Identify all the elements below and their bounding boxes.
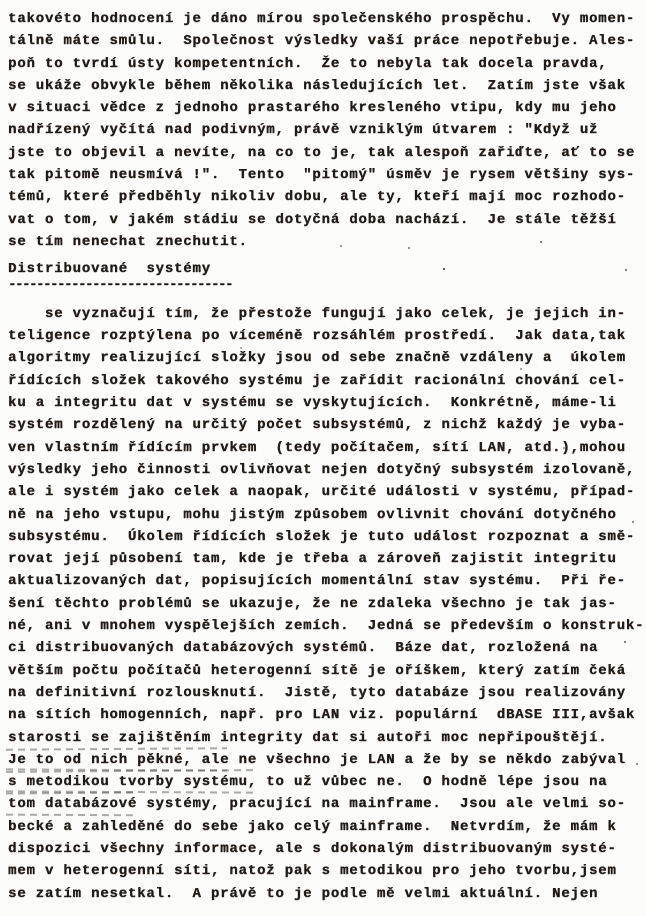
- section-heading-underline: --------------------------------: [8, 276, 233, 293]
- text-line: aktualizovaných dat, popisujících momentální stav systému. Při ře-: [8, 573, 626, 590]
- text-line: nadřízený vyčítá nad podivným, právě vzniklým útvarem : "Když už: [8, 122, 599, 139]
- text-line: poň to tvrdí ústy kompetentních. Že to nebyla tak docela pravda,: [8, 55, 608, 72]
- text-line: vat o tom, v jakém stádiu se dotyčná doba nachází. Je stále těžší: [8, 211, 617, 228]
- text-line: se vyznačují tím, že přestože fungují jako celek, je jejich in-: [8, 305, 626, 322]
- text-line: ci distribuovaných databázových systémů. Báze dat, rozložená na: [8, 640, 599, 657]
- text-line: se tím nenechat znechutit.: [8, 233, 248, 250]
- text-line: tak pitomě neusmívá !". Tento "pitomý" úsměv je rysem většiny sys-: [8, 167, 636, 184]
- text-line: na definitivní rozlousknutí. Jistě, tyto databáze jsou realizovány: [8, 684, 626, 701]
- typewriter-correction-smudge: Je to od nich pěkné, ale: [8, 749, 229, 771]
- paragraph-top: [8, 8, 646, 253]
- text-line: řídících složek takového systému je zařídit racionální chování cel-: [8, 372, 626, 389]
- text-line: ku a integritu dat v systému se vyskytujících. Konkrétně, máme-li: [8, 395, 617, 412]
- text-line: tálně máte smůlu. Společnost výsledky vaší práce nepotřebuje. Ales-: [8, 33, 636, 50]
- text-line: se ukáže obvykle během několika následujících let. Zatím jste však: [8, 77, 626, 94]
- text-line: becké a zahleděné do sebe jako celý mainframe. Netvrdím, že mám k: [8, 818, 617, 835]
- text-line: tom databázové systémy, pracující na mainframe. Jsou ale velmi so-: [8, 793, 646, 815]
- section-heading-block: [8, 258, 646, 296]
- scan-noise-specks: [0, 0, 2, 2]
- typewriter-correction-smudge: tom databázové: [8, 793, 137, 815]
- section-heading: Distribuované systémy: [8, 261, 211, 278]
- text-line: mem v heterogenní síti, natož pak s metodikou pro jeho tvorbu,jsem: [8, 863, 617, 880]
- text-line: výsledky jeho činnosti ovlivňovat nejen dotyčný subsystém izolovaně,: [8, 461, 636, 478]
- text-line: ně na jeho vstupu, mohu jistým způsobem ovlivnit chování dotyčného: [8, 506, 617, 523]
- text-line: s metodikou tvorby systému, to už vůbec ne. O hodně lépe jsou na: [8, 771, 646, 793]
- text-line: na sítích homogenních, např. pro LAN viz. populární dBASE III,avšak: [8, 707, 636, 724]
- text-line: takovéto hodnocení je dáno mírou společenského prospěchu. Vy momen-: [8, 11, 636, 27]
- text-line: teligence rozptýlena po víceméně rozsáhlém prostředí. Jak data,tak: [8, 328, 626, 345]
- text-line: šení těchto problémů se ukazuje, že ne zdaleka všechno je tak jas-: [8, 595, 617, 612]
- paragraph-distributed-systems: [8, 303, 646, 905]
- text-line: se zatím nesetkal. A právě to je podle mě velmi aktuální. Nejen: [8, 885, 599, 902]
- text-line: rovat její působení tam, kde je třeba a zároveň zajistit integritu: [8, 551, 617, 568]
- text-line: ale i systém jako celek a naopak, určité události v systému, případ-: [8, 484, 636, 501]
- text-line: větším počtu počítačů heterogenní sítě je oříškem, který zatím čeká: [8, 662, 626, 679]
- text-line: starosti se zajištěním integrity dat si autoři moc nepřipouštějí.: [8, 729, 608, 746]
- text-line: jste to objevil a nevíte, na co to je, tak alespoň zařiďte, ať to se: [8, 144, 636, 161]
- text-line: algoritmy realizující složky jsou od sebe značně vzdáleny a úkolem: [8, 350, 626, 367]
- text-line: témů, které předběhly nikoliv dobu, ale ty, kteří mají moc rozhodo-: [8, 189, 626, 206]
- text-line: v situaci vědce z jednoho prastarého kresleného vtipu, kdy mu jeho: [8, 100, 617, 117]
- typewriter-correction-smudge: s metodikou tvorby systému,: [8, 771, 257, 793]
- text-line: Je to od nich pěkné, ale ne všechno je LAN a že by se někdo zabýval: [8, 749, 646, 771]
- text-line: né, ani v mnohem vyspělejších zemích. Jedná se především o konstruk-: [8, 618, 645, 635]
- text-line: dispozici všechny informace, ale s dokonalým distribuovaným systé-: [8, 840, 617, 857]
- text-line: ven vlastním řídícím prvkem (tedy počítačem, sítí LAN, atd.),mohou: [8, 439, 626, 456]
- text-line: subsystému. Úkolem řídících složek je tuto událost rozpoznat a smě-: [8, 528, 636, 545]
- text-line: systém rozdělený na určitý počet subsystémů, z nichž každý je vyba-: [8, 417, 626, 434]
